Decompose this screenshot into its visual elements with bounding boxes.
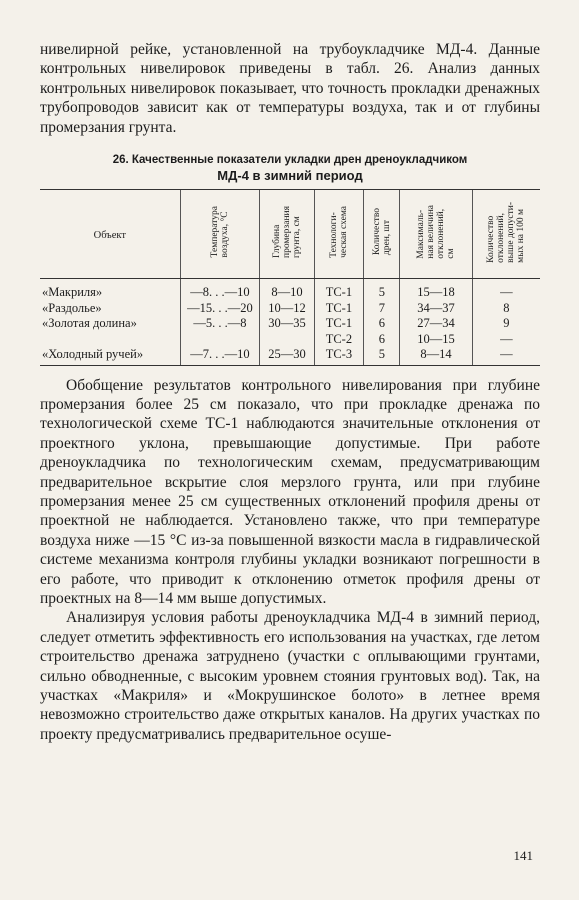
table-cell: ТС-1: [314, 301, 364, 317]
col-header-deviation-count: Количество отклонений, выше допусти- мых на 100 м: [472, 190, 540, 279]
table-cell: ТС-2: [314, 332, 364, 348]
table-cell: [260, 332, 314, 348]
table-cell: 10—15: [400, 332, 472, 348]
table-row: [40, 347, 540, 365]
table-cell: —15. . .—20: [180, 301, 260, 317]
table-cell: 25—30: [260, 347, 314, 365]
page: [40, 40, 540, 744]
table-cell: ТС-1: [314, 279, 364, 301]
table-cell: 9: [472, 316, 540, 332]
col-header-drain-count: Количество дрен, шт: [364, 190, 400, 279]
table-cell: 5: [364, 279, 400, 301]
table-cell: [40, 332, 180, 348]
table-cell: [180, 332, 260, 348]
page-number: 141: [513, 848, 533, 863]
table-cell: «Раздолье»: [42, 300, 102, 315]
table-cell: —: [472, 347, 540, 365]
table-cell: 15—18: [400, 279, 472, 301]
table-cell: «Макриля»: [42, 285, 103, 300]
col-header-max-deviation: Максималь- ная величина отклонений, см: [400, 190, 472, 279]
table-header-row: [40, 190, 540, 279]
table-cell: 8—14: [400, 347, 472, 365]
table-cell: 27—34: [400, 316, 472, 332]
table-cell: —5. . .—8: [180, 316, 260, 332]
col-header-tech-scheme: Технологи- ческая схема: [314, 190, 364, 279]
table-cell: ТС-3: [314, 347, 364, 365]
col-header-frost-depth: Глубина промерзания грунта, см: [260, 190, 314, 279]
table-row: [40, 279, 540, 301]
table-cell: 6: [364, 332, 400, 348]
table-row: [40, 301, 540, 317]
col-header-object: Объект: [40, 190, 180, 279]
table-cell: «Золотая долина»: [42, 316, 137, 331]
table-cell: ТС-1: [314, 316, 364, 332]
table-row: [40, 332, 540, 348]
table-caption-line1: 26. Качественные показатели укладки дрен дреноукладчиком: [112, 154, 468, 167]
table-cell: 7: [364, 301, 400, 317]
table-cell: —: [472, 332, 540, 348]
table-caption-line2: МД-4 в зимний период: [217, 168, 363, 184]
table-cell: «Холодный ручей»: [40, 347, 180, 365]
table-caption: [40, 153, 540, 183]
table-cell: 10—12: [260, 301, 314, 317]
table-cell: 8: [472, 301, 540, 317]
table-cell: —7. . .—10: [180, 347, 260, 365]
paragraph-top: нивелирной рейке, установленной на трубоукладчике МД-4. Данные контрольных нивелировок приведены в табл. 26. Анализ данных контрольных нивелировок показывает, что точность прокладки дренажных трубопроводов зависит как от температуры воздуха, так и от глубины промерзания грунта.: [40, 41, 540, 136]
table-cell: 30—35: [260, 316, 314, 332]
paragraph-2: Обобщение результатов контрольного нивелирования при глубине промерзания более 25 см показало, что при прокладке дренажа по технологической схеме ТС-1 наблюдаются значительные отклонения от проектного уклона, превышающие допустимые. При работе дреноукладчика по технологическим схемам, предусматривающим предварительное вскрытие слоя мерзлого грунта, или при глубине промерзания менее 25 см существенных отклонений профиля дрены от проектной не наблюдается. Установлено также, что при температуре воздуха ниже —15 °С из-за повышенной вязкости масла в гидравлической системе механизма контроля глубины укладки возникают погрешности в его работе, что приводит к отклонению отметок профиля дрены от проектных на 8—14 мм выше допустимых.: [40, 376, 540, 607]
table-cell: 5: [364, 347, 400, 365]
table-cell: —8. . .—10: [180, 279, 260, 301]
data-table: [40, 189, 540, 366]
paragraph-3: Анализируя условия работы дреноукладчика МД-4 в зимний период, следует отметить эффективность его использования на участках, где летом строительство дренажа затруднено (участки с оплывающими грунтами, сильно обводненные, с высоким уровнем стояния грунтовых вод). Так, на участках «Макриля» и «Мокрушинское болото» в летнее время невозможно строительство даже открытых каналов. На других участках по проекту предусматривались предварительное осуше-: [40, 609, 540, 743]
table-cell: 6: [364, 316, 400, 332]
table-cell: 8—10: [260, 279, 314, 301]
table-cell: 34—37: [400, 301, 472, 317]
table-row: [40, 316, 540, 332]
col-header-air-temp: Температура воздуха, °С: [180, 190, 260, 279]
table-cell: —: [472, 279, 540, 301]
